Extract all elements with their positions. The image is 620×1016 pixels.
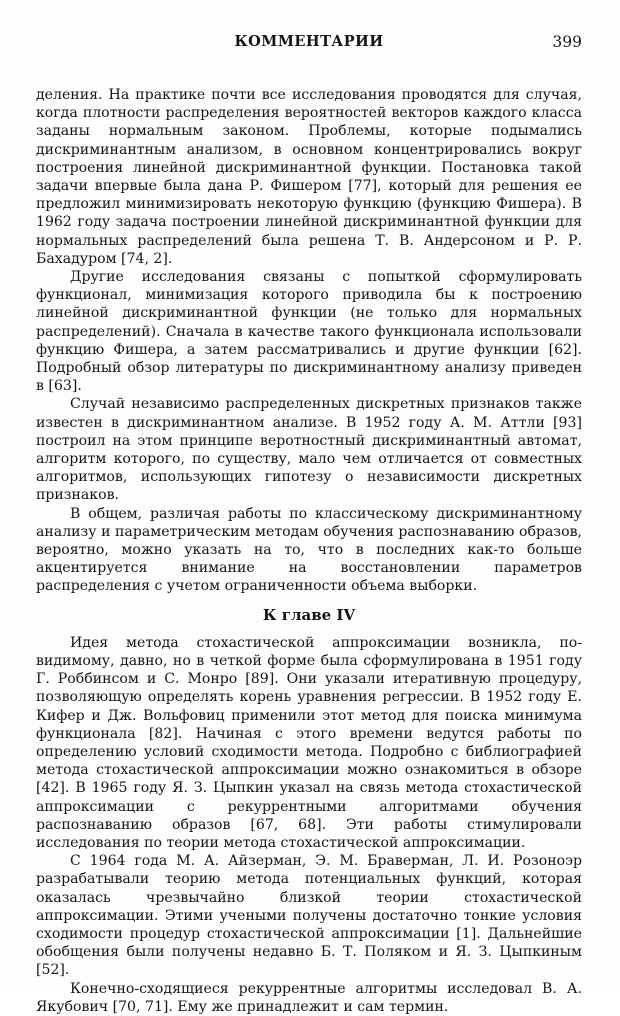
paragraph: Случай независимо распределенных дискретных признаков также известен в дискриминантном анализе. В 1952 году А. М. Аттли [93] построил на этом принципе веротностный дискриминантный автомат, алгоритм которого, по существу, мало чем отличается от совместных алгоритмов, использующих гипотезу о независимости дискретных признаков.	[36, 396, 582, 504]
chapter-heading: К главе IV	[262, 605, 356, 624]
running-head: КОММЕНТАРИИ	[234, 33, 384, 50]
paragraph-continued: деления. На практике почти все исследования проводятся для случая, когда плотности распределения вероятностей векторов каждого класса заданы нормальным законом. Проблемы, которые подымались дискриминантным анализом, в основном концентрировались вокруг построения линейной дискриминантной функции. Постановка такой задачи впервые была дана Р. Фишером [77], который для решения ее предложил минимизировать некоторую функцию (функцию Фишера). В 1962 году задача построении линейной дискриминантной функции для нормальных распределений была решена Т. В. Андерсоном и Р. Р. Бахадуром [74, 2].	[36, 87, 582, 267]
paragraph: С 1964 года М. А. Айзерман, Э. М. Браверман, Л. И. Розоноэр разрабатывали теорию метода потенциальных функций, которая оказалась чрезвычайно близкой теории стохастической аппроксимации. Этими учеными получены достаточно тонкие условия сходимости процедур стохастической аппроксимации [1]. Дальнейшие обобщения были получены недавно Б. Т. Поляком и Я. З. Цыпкиным [52].	[36, 853, 582, 979]
paragraph: Другие исследования связаны с попыткой сформулировать функционал, минимизация которого приводила бы к построению линейной дискриминантной функции (не только для нормальных распределений). Сначала в качестве такого функционала использовали функцию Фишера, а затем рассматривались и другие функции [62]. Подробный обзор литературы по дискриминантному анализу приведен в [63].	[36, 269, 582, 395]
page-number: 399	[552, 33, 582, 51]
paragraph: В общем, различая работы по классическому дискриминантному анализу и параметрическим методам обучения распознаванию образов, вероятно, можно указать на то, что в последних как-то больше акцентируется внимание на восстановлении параметров распределения с учетом ограниченности объема выборки.	[36, 505, 582, 595]
page-header	[36, 33, 582, 57]
paragraph: Идея метода стохастической аппроксимации возникла, по-видимому, давно, но в четкой форме была сформулирована в 1951 году Г. Роббинсом и С. Монро [89]. Они указали итеративную процедуру, позволяющую определять корень уравнения регрессии. В 1952 году Е. Кифер и Дж. Вольфовиц применили этот метод для поиска минимума функционала [82]. Начиная с этого времени ведутся работы по определению условий сходимости метода. Подробно с библиографией метода стохастической аппроксимации можно ознакомиться в обзоре [42]. В 1965 году Я. З. Цыпкин указал на связь метода стохастической аппроксимации с рекуррентными алгоритмами обучения распознаванию образов [67, 68]. Эти работы стимулировали исследования по теории метода стохастической аппроксимации.	[36, 634, 582, 851]
paragraph: Конечно-сходящиеся рекуррентные алгоритмы исследовал В. А. Якубович [70, 71]. Ему же принадлежит и сам термин.	[36, 980, 582, 1015]
page-body	[36, 86, 582, 1016]
